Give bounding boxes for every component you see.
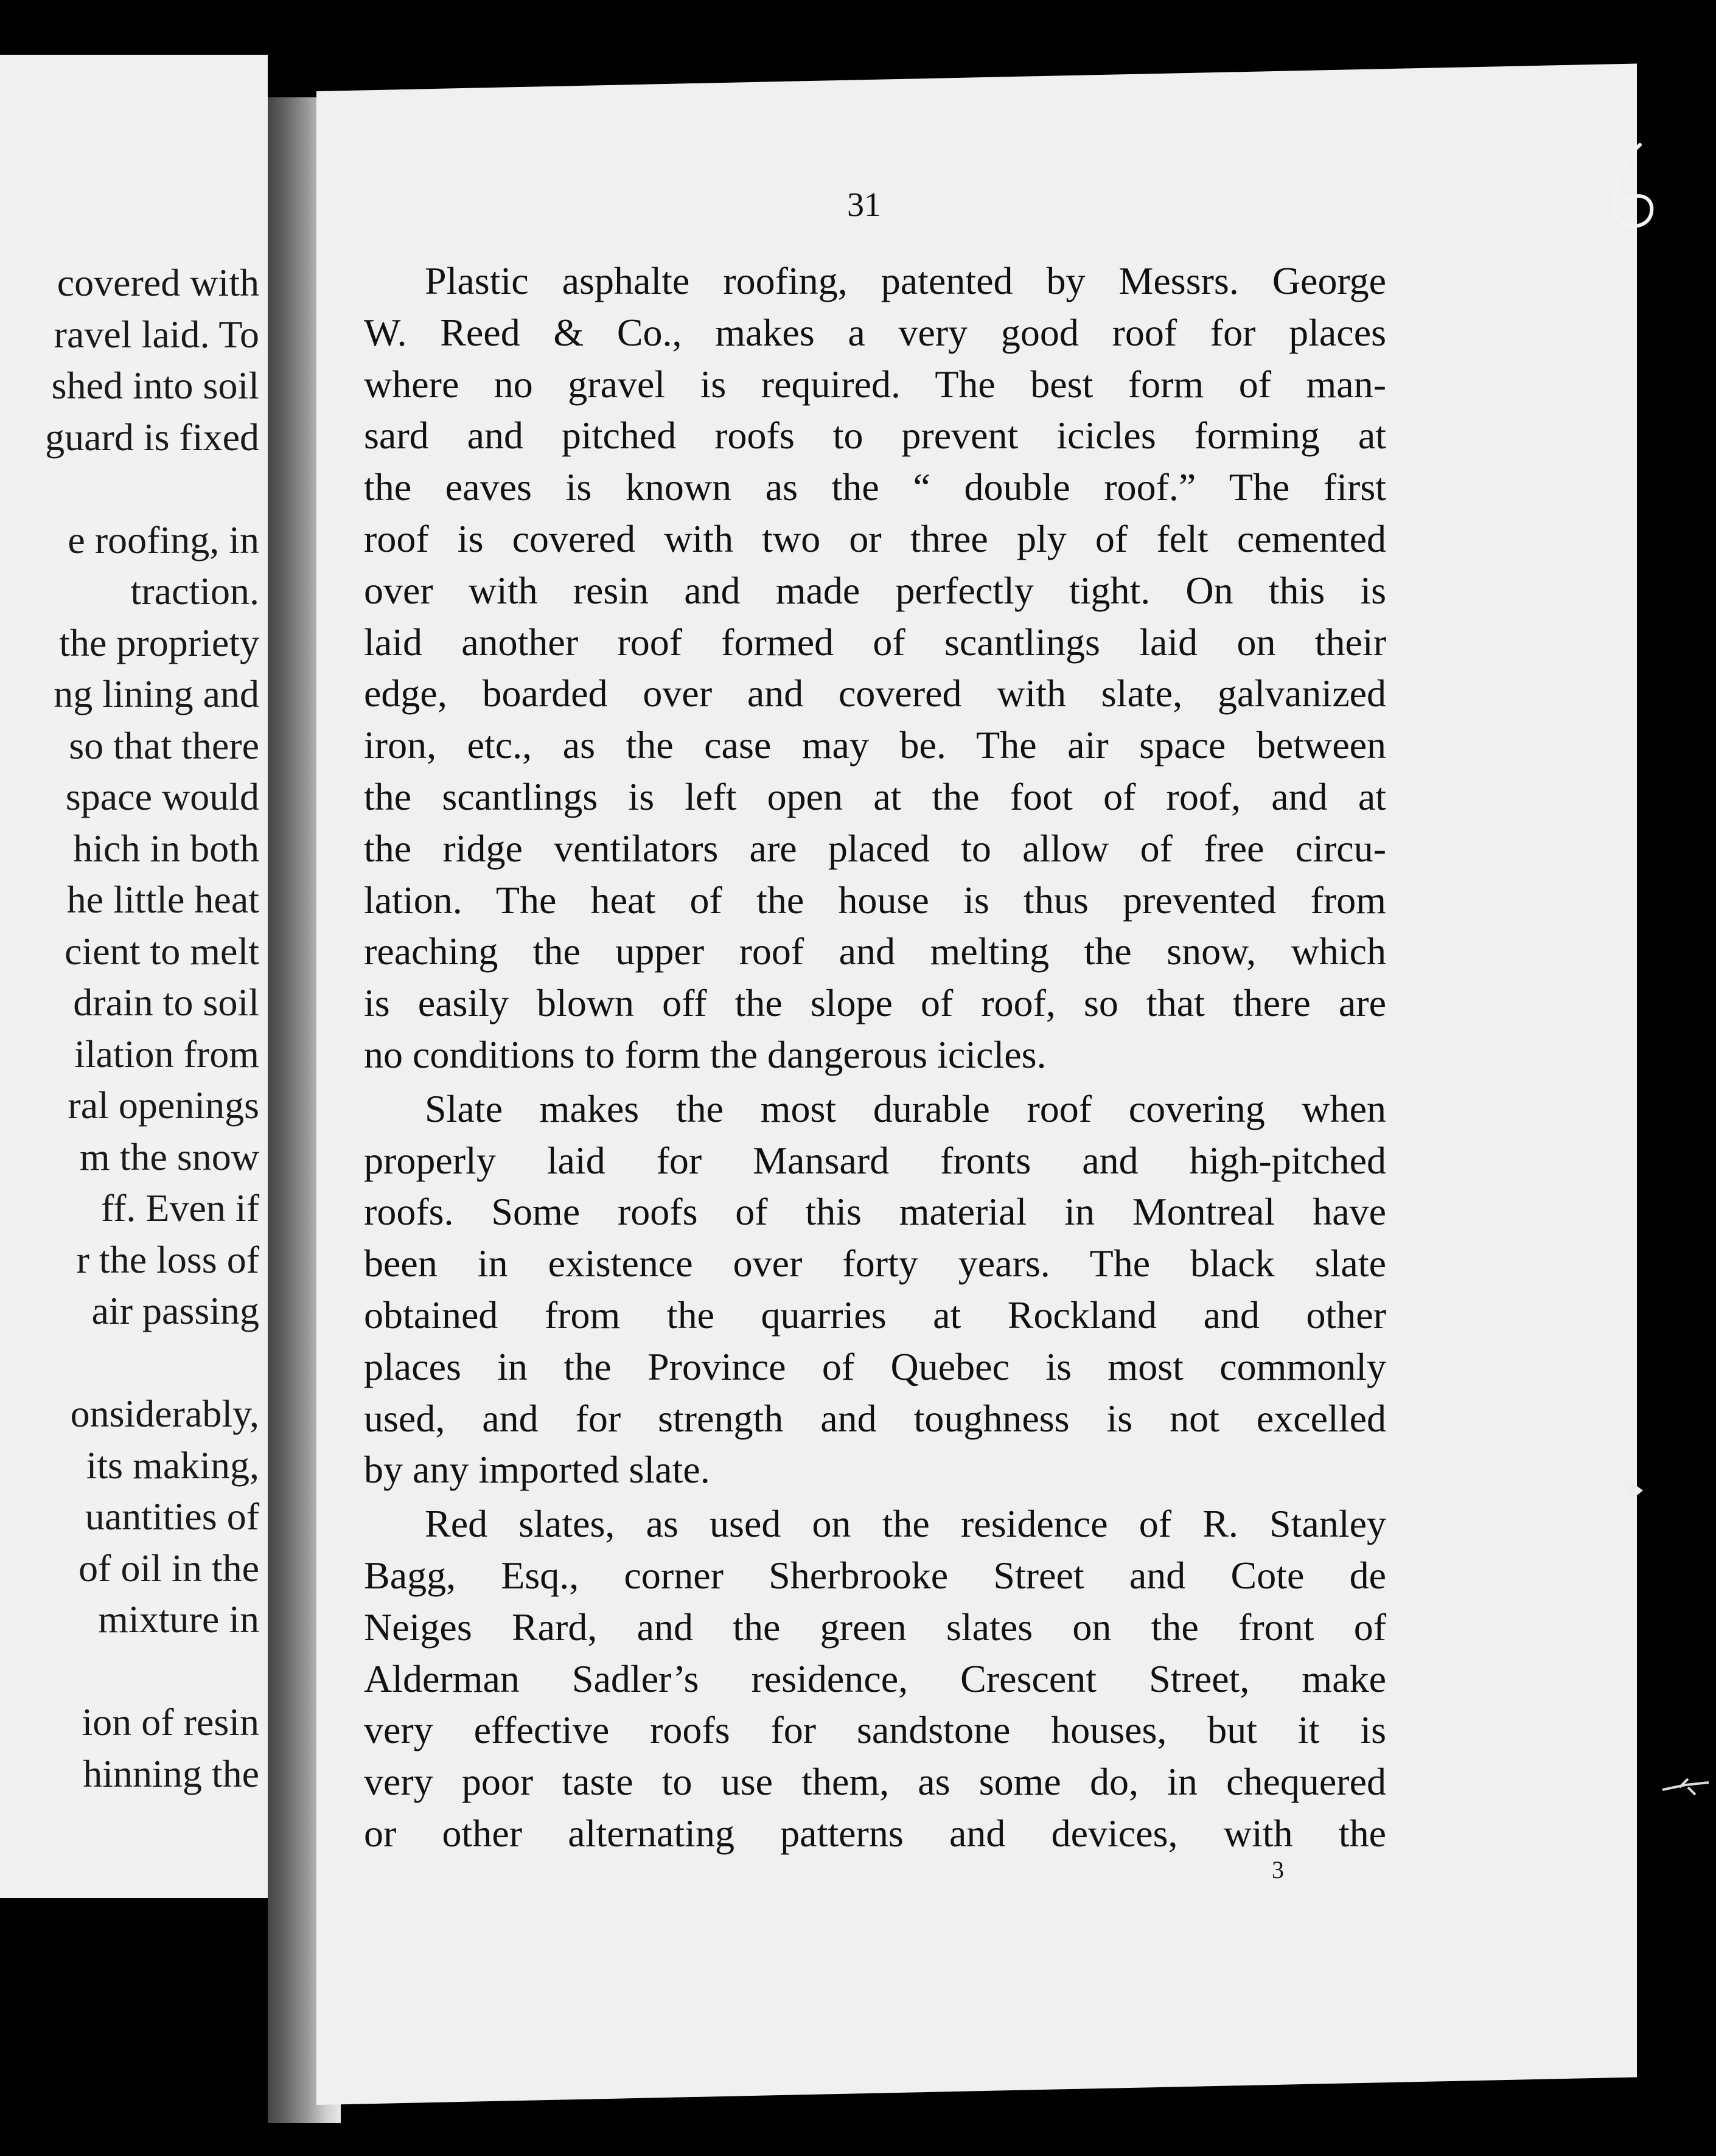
left-page-line: the propriety (59, 621, 259, 664)
left-page-line: air passing (91, 1289, 259, 1332)
text-line: no conditions to form the dangerous icicles. (364, 1033, 1047, 1076)
left-page-line: of oil in the (78, 1546, 259, 1590)
text-line: iron, etc., as the case may be. The air space between (364, 723, 1386, 767)
left-page-line: r the loss of (76, 1237, 259, 1281)
left-page-line: guard is fixed (45, 415, 259, 459)
left-page-line: e roofing, in (68, 518, 259, 562)
left-page-line: cient to melt (65, 929, 259, 973)
text-line: Alderman Sadler’s residence, Crescent Street, make (364, 1657, 1386, 1700)
left-page-line: hinning the (83, 1751, 259, 1795)
text-line: roofs. Some roofs of this material in Montreal have (364, 1190, 1386, 1234)
text-line: W. Reed & Co., makes a very good roof for places (364, 310, 1386, 354)
text-line: Neiges Rard, and the green slates on the front of (364, 1605, 1386, 1649)
left-page-line: ral openings (68, 1083, 259, 1127)
text-line: or other alternating patterns and devices, with the (364, 1812, 1386, 1855)
left-page-line: so that there (69, 723, 259, 767)
text-line: is easily blown off the slope of roof, so that there are (364, 981, 1386, 1025)
text-line: by any imported slate. (364, 1448, 710, 1492)
handwritten-numeral (1606, 140, 1661, 237)
left-page-line: mixture in (98, 1598, 259, 1641)
scratch-mark (1661, 1776, 1710, 1801)
left-page-line: uantities of (85, 1495, 259, 1538)
left-page-line: m the snow (79, 1135, 259, 1178)
text-line: very effective roofs for sandstone houses, but it is (364, 1708, 1386, 1752)
left-page-line: hich in both (73, 826, 259, 870)
left-page-line: drain to soil (73, 981, 259, 1024)
text-line: roof is covered with two or three ply of felt cemented (364, 517, 1386, 560)
left-page-line: ff. Even if (100, 1186, 259, 1229)
text-line: properly laid for Mansard fronts and high-pitched (364, 1138, 1386, 1182)
left-page-line: ion of resin (82, 1700, 259, 1744)
left-page-line: space would (65, 775, 259, 818)
text-line: Bagg, Esq., corner Sherbrooke Street and Cote de (364, 1554, 1386, 1597)
left-page (0, 55, 268, 1898)
left-page-line: ng lining and (54, 672, 259, 715)
text-line: edge, boarded over and covered with slate, galvanized (364, 672, 1386, 715)
text-line: the eaves is known as the “ double roof.” The first (364, 465, 1386, 509)
text-line: where no gravel is required. The best form of man- (364, 362, 1386, 406)
text-line: places in the Province of Quebec is most commonly (364, 1344, 1386, 1388)
text-line: been in existence over forty years. The black slate (364, 1242, 1386, 1285)
left-page-line: covered with (57, 261, 259, 304)
text-line: the scantlings is left open at the foot of roof, and at (364, 775, 1386, 818)
page-number: 31 (847, 186, 881, 224)
signature-mark: 3 (1272, 1856, 1284, 1883)
left-page-line: he little heat (66, 878, 259, 921)
text-line: used, and for strength and toughness is not excelled (364, 1396, 1386, 1440)
text-line: sard and pitched roofs to prevent icicles forming at (364, 414, 1386, 457)
text-line: reaching the upper roof and melting the snow, which (364, 930, 1386, 973)
paragraph-first-line: Plastic asphalte roofing, patented by Messrs. George (425, 259, 1386, 302)
text-line: the ridge ventilators are placed to allow of free circu- (364, 826, 1386, 870)
paragraph-first-line: Red slates, as used on the residence of R. Stanley (425, 1502, 1386, 1546)
text-line: very poor taste to use them, as some do, in chequered (364, 1760, 1386, 1804)
left-page-line: shed into soil (51, 364, 259, 407)
text-line: lation. The heat of the house is thus prevented from (364, 878, 1386, 922)
paper-clip-mark (1625, 1478, 1649, 1503)
paragraph-first-line: Slate makes the most durable roof covering when (425, 1087, 1386, 1130)
left-page-line: ilation from (74, 1032, 259, 1076)
left-page-line: its making, (86, 1443, 259, 1487)
text-line: obtained from the quarries at Rockland and other (364, 1293, 1386, 1337)
left-page-line: ravel laid. To (54, 312, 259, 356)
left-page-line: traction. (130, 569, 259, 613)
text-line: over with resin and made perfectly tight. On this is (364, 568, 1386, 612)
left-page-line: onsiderably, (70, 1392, 259, 1435)
text-line: laid another roof formed of scantlings laid on their (364, 620, 1386, 664)
